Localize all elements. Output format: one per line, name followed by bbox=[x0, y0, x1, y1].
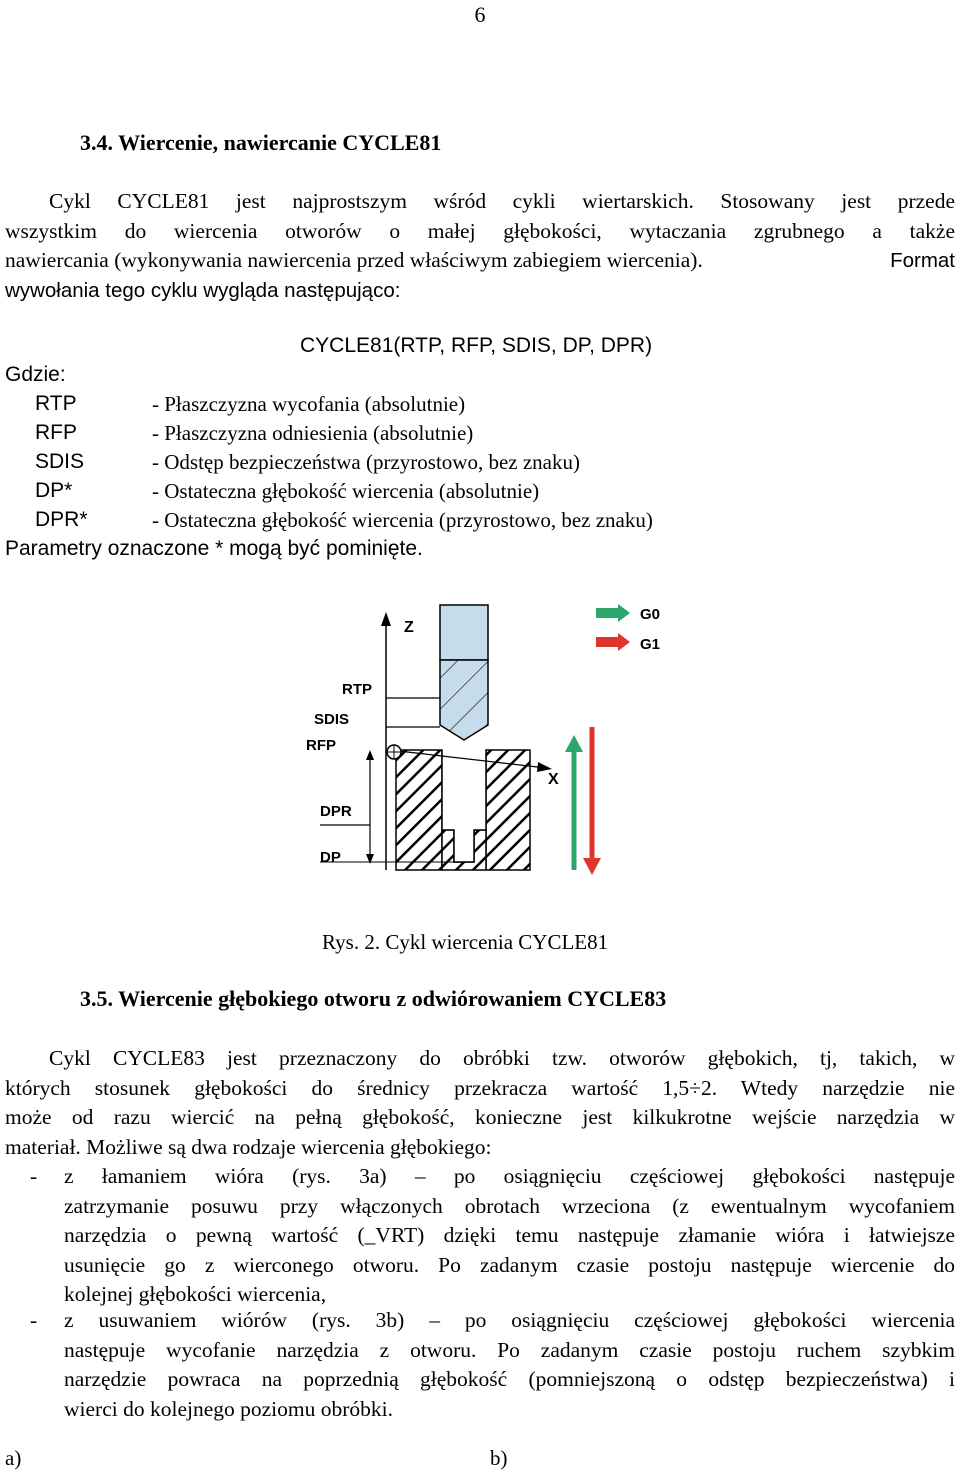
bullet-line: z usuwaniem wiórów (rys. 3b) – po osiągnięciu częściowej głębokości wiercenia bbox=[64, 1308, 955, 1332]
paragraph-line-tail: Format bbox=[890, 249, 955, 273]
paragraph-line: materiał. Możliwe są dwa rodzaje wiercenia głębokiego: bbox=[5, 1134, 492, 1159]
paragraph-line bbox=[5, 246, 955, 276]
rtp-label: RTP bbox=[342, 681, 372, 698]
bullet-line: kolejnej głębokości wiercenia, bbox=[64, 1282, 327, 1307]
g1-legend-arrowhead bbox=[618, 633, 630, 651]
paragraph-line: wywołania tego cyklu wygląda następująco: bbox=[5, 278, 401, 302]
section2-intro-paragraph bbox=[5, 1044, 955, 1162]
bullet-line: wierci do kolejnego poziomu obróbki. bbox=[64, 1396, 393, 1421]
z-label: Z bbox=[404, 619, 414, 636]
paragraph-line-text: nawiercania (wykonywania nawiercenia przed właściwym zabiegiem wiercenia). bbox=[5, 248, 703, 273]
bullet-dash: - bbox=[30, 1164, 38, 1188]
bullet-dash: - bbox=[30, 1308, 38, 1332]
param-desc: - Ostateczna głębokość wiercenia (przyrostowo, bez znaku) bbox=[152, 508, 653, 532]
cycle81-diagram bbox=[300, 600, 680, 900]
rfp-label: RFP bbox=[306, 737, 336, 754]
bullet-chip-removal bbox=[30, 1306, 955, 1424]
param-desc: - Płaszczyzna wycofania (absolutnie) bbox=[152, 392, 466, 416]
param-desc: - Płaszczyzna odniesienia (absolutnie) bbox=[152, 421, 474, 445]
param-name: DP* bbox=[35, 479, 73, 502]
param-name: DPR* bbox=[35, 508, 88, 531]
paragraph-line: może od razu wiercić na pełną głębokość, konieczne jest kilkukrotne wejście narzędzia w bbox=[5, 1105, 955, 1130]
section-heading-3-5: 3.5. Wiercenie głębokiego otworu z odwiórowaniem CYCLE83 bbox=[80, 986, 667, 1011]
g1-legend-swatch bbox=[596, 637, 618, 647]
section1-intro-paragraph bbox=[5, 187, 955, 305]
where-label: Gdzie: bbox=[5, 363, 66, 386]
param-name: RTP bbox=[35, 392, 77, 415]
figure-caption: Rys. 2. Cykl wiercenia CYCLE81 bbox=[322, 930, 609, 954]
bullet-line: narzędzia o pewną wartość (_VRT) dzięki temu następuje złamanie wióra i łatwiejsze bbox=[64, 1223, 955, 1248]
cycle-call-formula: CYCLE81(RTP, RFP, SDIS, DP, DPR) bbox=[300, 334, 653, 357]
param-desc: - Odstęp bezpieczeństwa (przyrostowo, bez znaku) bbox=[152, 450, 580, 474]
bullet-line: usunięcie go z wierconego otworu. Po zadanym czasie postoju następuje wiercenie do bbox=[64, 1252, 955, 1277]
bullet-line: zatrzymanie posuwu przy włączonych obrotach wrzeciona (z ewentualnym wycofaniem bbox=[64, 1193, 955, 1218]
dpr-arrow-up bbox=[366, 750, 374, 760]
figure-label-a: a) bbox=[5, 1446, 22, 1470]
bullet-line: narzędzie powraca na poprzednią głębokość (pomniejszoną o odstęp bezpieczeństwa) i bbox=[64, 1367, 955, 1392]
tool-tip bbox=[440, 660, 488, 740]
paragraph-line: Cykl CYCLE81 jest najprostszym wśród cykli wiertarskich. Stosowany jest przede bbox=[49, 189, 955, 213]
z-axis-arrowhead bbox=[381, 612, 391, 626]
param-name: RFP bbox=[35, 421, 77, 444]
g0-legend-arrowhead bbox=[618, 604, 630, 622]
paragraph-line: wszystkim do wiercenia otworów o małej głębokości, wytaczania zgrubnego a także bbox=[5, 218, 955, 243]
sdis-label: SDIS bbox=[314, 711, 350, 728]
workpiece-left bbox=[396, 750, 442, 870]
section-heading-3-4: 3.4. Wiercenie, nawiercanie CYCLE81 bbox=[80, 130, 442, 155]
workpiece-right bbox=[486, 750, 530, 870]
bullet-line: z łamaniem wióra (rys. 3a) – po osiągnięciu częściowej głębokości następuje bbox=[64, 1164, 955, 1188]
g0-legend-label: G0 bbox=[640, 606, 661, 623]
g1-feed-arrowhead bbox=[583, 858, 601, 875]
legend bbox=[596, 604, 660, 653]
paragraph-line: których stosunek głębokości do średnicy przekracza wartość 1,5÷2. Wtedy narzędzie nie bbox=[5, 1075, 955, 1100]
bullet-line: następuje wycofanie narzędzia z otworu. Po zadanym czasie postoju ruchem szybkim bbox=[64, 1337, 955, 1362]
tool-shank bbox=[440, 605, 488, 660]
bullet-chip-breaking bbox=[30, 1162, 955, 1310]
page-number: 6 bbox=[474, 2, 486, 27]
dpr-label: DPR bbox=[320, 803, 352, 820]
param-desc: - Ostateczna głębokość wiercenia (absolutnie) bbox=[152, 479, 540, 503]
param-name: SDIS bbox=[35, 450, 85, 473]
x-label: X bbox=[548, 771, 559, 788]
g1-legend-label: G1 bbox=[640, 636, 661, 653]
figure-label-b: b) bbox=[490, 1446, 508, 1470]
g0-return-arrowhead bbox=[565, 735, 583, 752]
dp-label: DP bbox=[320, 849, 341, 866]
paragraph-line: Cykl CYCLE83 jest przeznaczony do obróbki tzw. otworów głębokich, tj, takich, w bbox=[49, 1046, 955, 1070]
params-note: Parametry oznaczone * mogą być pominięte. bbox=[5, 537, 423, 560]
g0-legend-swatch bbox=[596, 608, 618, 618]
